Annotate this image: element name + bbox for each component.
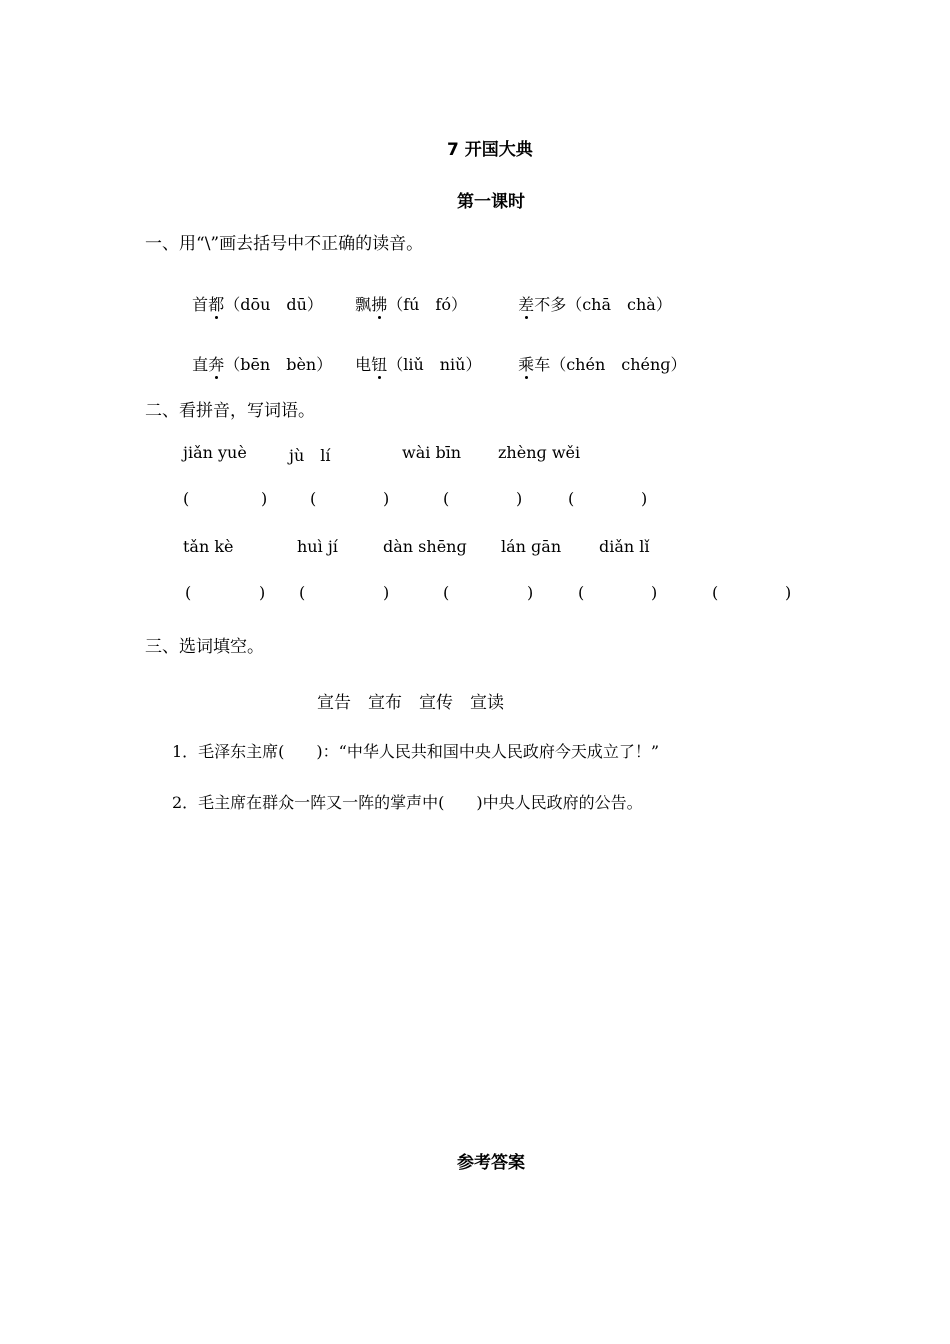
answers-heading: 参考答案 [457, 1153, 525, 1173]
pinyin-word: jiǎn yuè [183, 443, 247, 462]
char-plain: 首 [192, 295, 209, 314]
answer-blank-close: ) [527, 583, 534, 602]
char-plain: 电 [355, 355, 372, 374]
pinyin-word: tǎn kè [183, 537, 234, 556]
pinyin-word: zhènɡ wěi [498, 443, 581, 462]
answer-blank-open: ( [443, 583, 450, 602]
answer-blank-close: ) [383, 489, 390, 508]
pinyin-options: （chén chénɡ） [550, 355, 687, 374]
answer-blank-open: ( [183, 489, 190, 508]
pronunciation-item-6 [508, 333, 687, 375]
char-plain: 不多 [534, 295, 567, 314]
answer-blank-close: ) [383, 583, 390, 602]
answer-blank-close: ) [641, 489, 648, 508]
word-options: 宣告 宣布 宣传 宣读 [317, 693, 504, 713]
question-1: 1．毛泽东主席( )：“中华人民共和国中央人民政府今天成立了！” [172, 742, 660, 761]
section1-heading: 一、用“\”画去括号中不正确的读音。 [145, 234, 424, 254]
answer-blank-close: ) [651, 583, 658, 602]
pinyin-options: （dōu dū） [224, 295, 323, 314]
pinyin-options: （bēn bèn） [224, 355, 333, 374]
answer-blank-open: ( [578, 583, 585, 602]
pinyin-word: jù lí [289, 446, 331, 465]
pinyin-options: （chā chà） [566, 295, 672, 314]
answer-blank-close: ) [785, 583, 792, 602]
pinyin-word: lán ɡān [501, 537, 562, 556]
char-plain: 直 [192, 355, 209, 374]
answer-blank-open: ( [299, 583, 306, 602]
answer-blank-open: ( [310, 489, 317, 508]
dotted-char: 乘 [518, 355, 535, 374]
answer-blank-close: ) [516, 489, 523, 508]
pinyin-options: （fú fó） [387, 295, 467, 314]
answer-blank-open: ( [185, 583, 192, 602]
pinyin-word: wài bīn [402, 443, 462, 462]
pronunciation-item-1 [182, 273, 323, 315]
pronunciation-item-5 [345, 333, 481, 375]
answer-blank-open: ( [568, 489, 575, 508]
answer-blank-open: ( [712, 583, 719, 602]
pinyin-word: huì jí [297, 537, 338, 556]
dotted-char: 拂 [371, 295, 388, 314]
dotted-char: 钮 [371, 355, 388, 374]
question-2: 2．毛主席在群众一阵又一阵的掌声中( )中央人民政府的公告。 [172, 793, 643, 812]
pronunciation-item-3 [508, 273, 672, 315]
pinyin-options: （liǔ niǔ） [387, 355, 482, 374]
lesson-subtitle: 第一课时 [457, 192, 525, 212]
pronunciation-item-2 [345, 273, 467, 315]
pronunciation-item-4 [182, 333, 332, 375]
section2-heading: 二、看拼音，写词语。 [145, 401, 315, 421]
pinyin-word: dàn shēnɡ [383, 537, 467, 556]
dotted-char: 奔 [208, 355, 225, 374]
char-plain: 飘 [355, 295, 372, 314]
answer-blank-close: ) [261, 489, 268, 508]
page-title: 7 开国大典 [447, 140, 533, 160]
answer-blank-open: ( [443, 489, 450, 508]
pinyin-word: diǎn lǐ [599, 537, 650, 556]
dotted-char: 都 [208, 295, 225, 314]
section3-heading: 三、选词填空。 [145, 637, 264, 657]
char-plain: 车 [534, 355, 551, 374]
answer-blank-close: ) [259, 583, 266, 602]
dotted-char: 差 [518, 295, 535, 314]
